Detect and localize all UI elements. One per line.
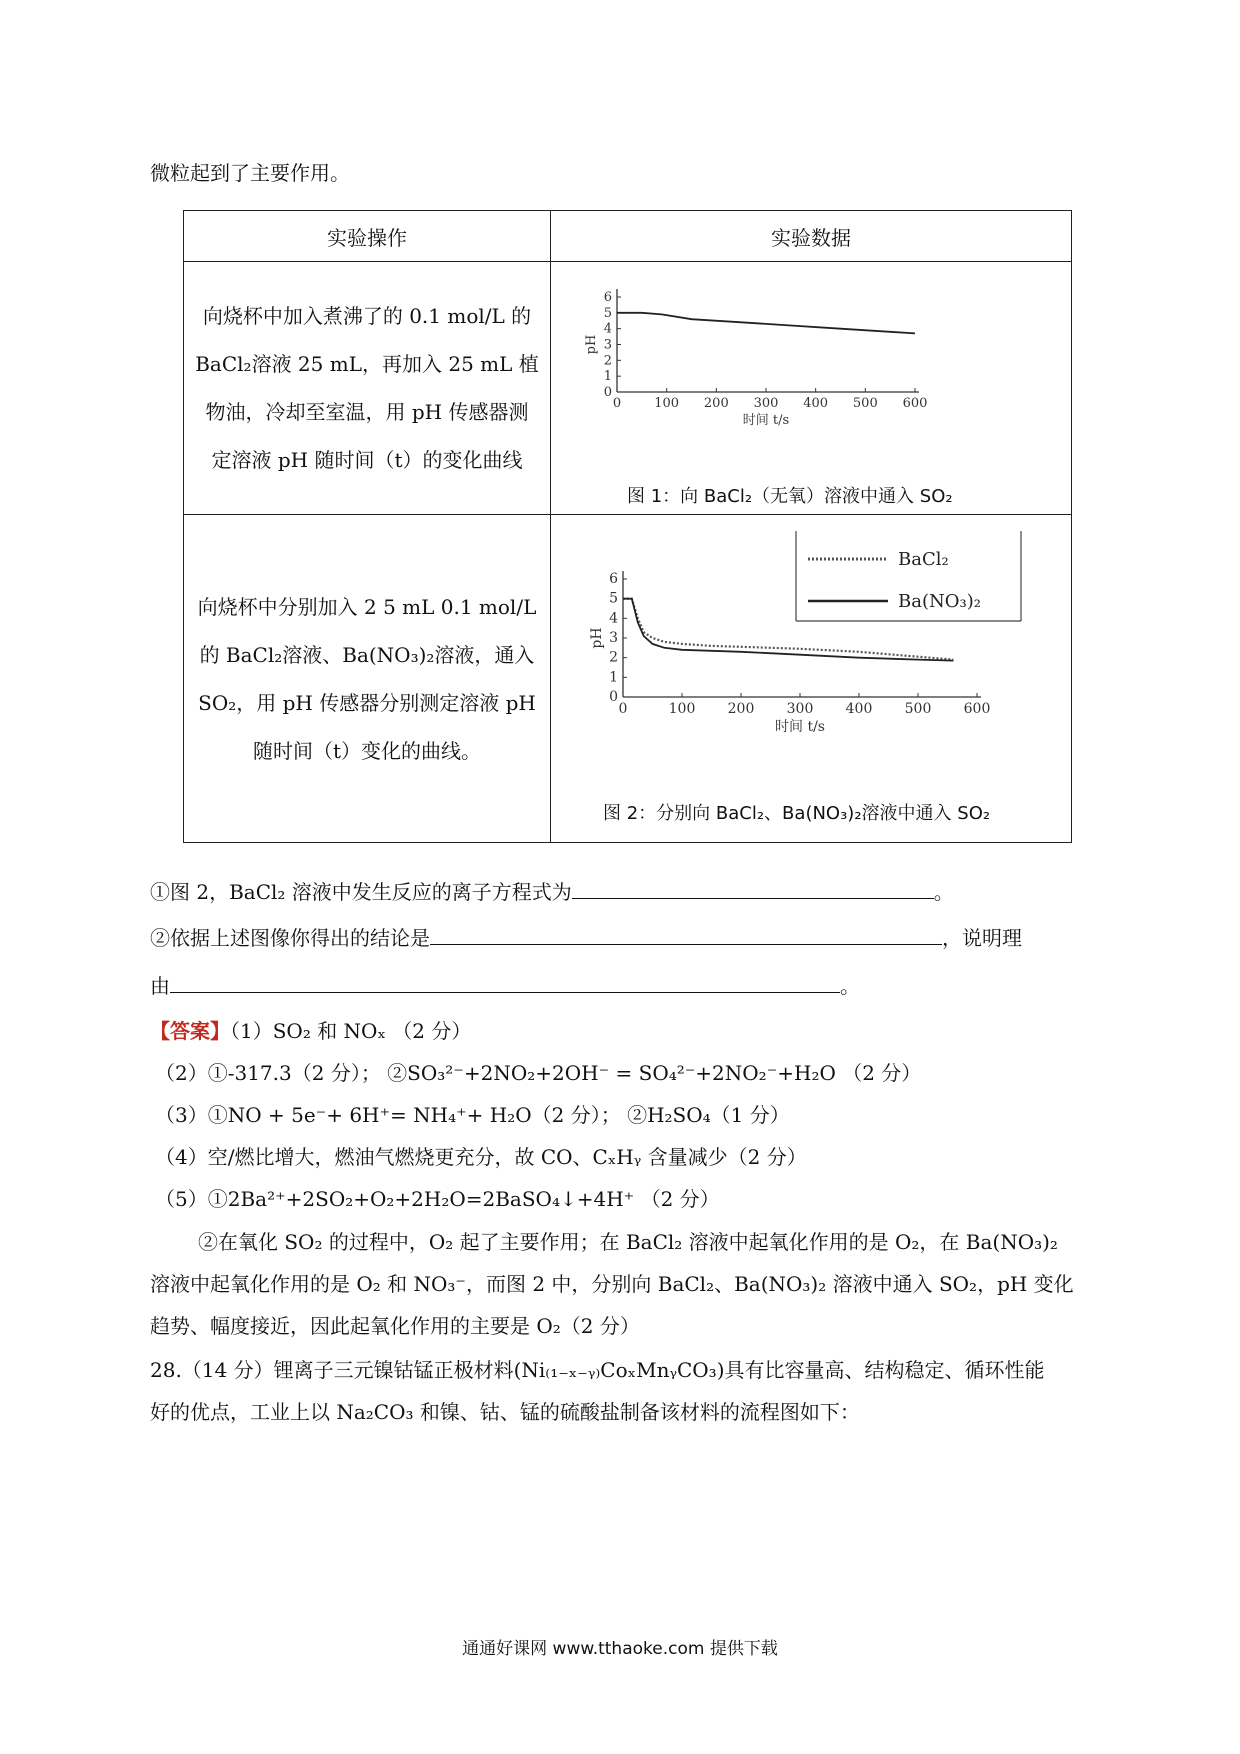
experiment-table	[183, 210, 1072, 843]
x-tick-label: 400	[803, 396, 829, 411]
legend-label-1: BaCl₂	[898, 549, 949, 570]
x-tick-label: 0	[618, 701, 628, 717]
figure1-chart	[551, 262, 1071, 515]
y-tick-label: 2	[609, 649, 618, 666]
answer-5: （5）①2Ba²⁺+2SO₂+O₂+2H₂O=2BaSO₄↓+4H⁺ （2 分）	[155, 1187, 720, 1211]
y-tick-label: 1	[609, 669, 618, 686]
q1-blank[interactable]	[572, 876, 934, 899]
x-tick-label: 100	[654, 396, 680, 411]
y-tick-label: 1	[603, 369, 612, 385]
question-2-continued: 由 。	[150, 970, 860, 1001]
x-tick-label: 0	[612, 396, 622, 411]
row1-data	[551, 262, 1072, 515]
x-tick-label: 600	[963, 701, 991, 717]
question-28-line1: 28.（14 分）锂离子三元镍钴锰正极材料(Ni₍₁₋ₓ₋ᵧ₎CoₓMnᵧCO₃)具有比容量高、结构稳定、循环性能	[150, 1358, 1045, 1382]
y-tick-label: 5	[609, 590, 618, 607]
header-operation: 实验操作	[184, 211, 551, 262]
x-axis-label: 时间 t/s	[742, 413, 790, 428]
x-tick-label: 100	[668, 701, 696, 717]
y-tick-label: 5	[603, 305, 612, 321]
series-line-1	[617, 313, 915, 334]
answer-4: （4）空/燃比增大，燃油气燃烧更充分，故 CO、CₓHᵧ 含量减少（2 分）	[155, 1145, 807, 1169]
x-tick-label: 600	[902, 396, 928, 411]
y-axis-label: pH	[584, 334, 599, 355]
q2-blank[interactable]	[430, 922, 942, 945]
y-tick-label: 4	[603, 321, 612, 337]
footer: 通通好课网 www.tthaoke.com 提供下载	[462, 1639, 778, 1659]
question-1: ①图 2，BaCl₂ 溶液中发生反应的离子方程式为 。	[150, 876, 954, 907]
answer-5b-line3: 趋势、幅度接近，因此起氧化作用的主要是 O₂（2 分）	[150, 1314, 640, 1338]
y-tick-label: 2	[603, 353, 612, 369]
answer-label: 【答案】	[150, 1019, 230, 1043]
x-tick-label: 200	[727, 701, 755, 717]
q2b-blank[interactable]	[170, 970, 840, 993]
y-tick-label: 0	[609, 689, 618, 705]
answer-5b-line1: ②在氧化 SO₂ 的过程中，O₂ 起了主要作用；在 BaCl₂ 溶液中起氧化作用的是 O₂，在 Ba(NO₃)₂	[198, 1230, 1058, 1254]
y-tick-label: 0	[603, 385, 612, 400]
question-2: ②依据上述图像你得出的结论是 ，说明理	[150, 922, 1022, 953]
figure2-caption: 图 2：分别向 BaCl₂、Ba(NO₃)₂溶液中通入 SO₂	[603, 803, 991, 824]
figure1-caption: 图 1：向 BaCl₂（无氧）溶液中通入 SO₂	[627, 486, 953, 507]
answer-1: 【答案】（1）SO₂ 和 NOₓ （2 分）	[150, 1019, 472, 1043]
row2-data	[551, 515, 1072, 843]
x-tick-label: 500	[852, 396, 878, 411]
row1-operation: 向烧杯中加入煮沸了的 0.1 mol/L 的 BaCl₂溶液 25 mL，再加入 25 mL 植 物油，冷却至室温，用 pH 传感器测 定溶液 pH 随时间（t）的变化曲线	[184, 262, 551, 515]
intro-line: 微粒起到了主要作用。	[150, 161, 350, 185]
header-data: 实验数据	[551, 211, 1072, 262]
figure2-chart	[551, 515, 1071, 843]
y-tick-label: 4	[609, 610, 618, 627]
x-tick-label: 300	[786, 701, 814, 717]
row2-operation: 向烧杯中分别加入 2 5 mL 0.1 mol/L 的 BaCl₂溶液、Ba(NO₃)₂溶液，通入 SO₂，用 pH 传感器分别测定溶液 pH 随时间（t）变化的曲线。	[184, 515, 551, 843]
y-tick-label: 6	[609, 571, 618, 587]
legend-label-2: Ba(NO₃)₂	[898, 591, 981, 612]
y-tick-label: 6	[603, 290, 612, 305]
y-axis-label: pH	[589, 627, 605, 649]
answer-5b-line2: 溶液中起氧化作用的是 O₂ 和 NO₃⁻，而图 2 中，分别向 BaCl₂、Ba(NO₃)₂ 溶液中通入 SO₂，pH 变化	[150, 1272, 1074, 1296]
question-28-line2: 好的优点，工业上以 Na₂CO₃ 和镍、钴、锰的硫酸盐制备该材料的流程图如下：	[150, 1400, 860, 1424]
answer-2: （2）①-317.3（2 分）； ②SO₃²⁻+2NO₂+2OH⁻ = SO₄²⁻+2NO₂⁻+H₂O （2 分）	[155, 1061, 922, 1085]
x-tick-label: 200	[703, 396, 729, 411]
y-tick-label: 3	[603, 337, 612, 353]
x-tick-label: 400	[845, 701, 873, 717]
x-tick-label: 500	[904, 701, 932, 717]
answer-3: （3）①NO + 5e⁻+ 6H⁺= NH₄⁺+ H₂O（2 分）； ②H₂SO₄（1 分）	[155, 1103, 790, 1127]
x-axis-label: 时间 t/s	[775, 719, 825, 735]
x-tick-label: 300	[753, 396, 779, 411]
y-tick-label: 3	[609, 630, 618, 646]
